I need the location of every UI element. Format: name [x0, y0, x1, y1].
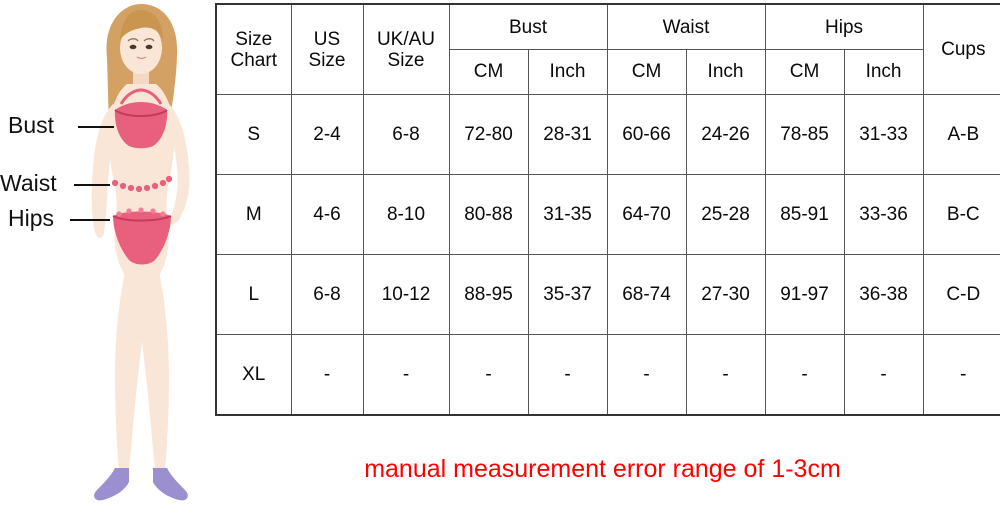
cell-us: 2-4 [291, 95, 363, 175]
table-row [216, 95, 1000, 175]
header-ukau-size [363, 4, 449, 95]
size-chart-table-wrapper [215, 3, 990, 416]
cell-hips-inch: 31-33 [844, 95, 923, 175]
waist-leader-line [74, 184, 110, 186]
cell-ukau: 10-12 [363, 255, 449, 335]
header-waist-inch: Inch [686, 50, 765, 95]
table-header-row-top [216, 4, 1000, 50]
cell-hips-inch: - [844, 335, 923, 416]
cell-bust-inch: - [528, 335, 607, 416]
cell-waist-cm: 60-66 [607, 95, 686, 175]
header-us-size-line1: US [313, 28, 341, 50]
header-bust-cm: CM [449, 50, 528, 95]
hips-label: Hips [8, 205, 55, 231]
cell-bust-inch: 31-35 [528, 175, 607, 255]
cell-ukau: 6-8 [363, 95, 449, 175]
header-size-chart-line1: Size [235, 28, 273, 50]
cell-ukau: 8-10 [363, 175, 449, 255]
header-hips-inch: Inch [844, 50, 923, 95]
model-illustration-pane [0, 0, 215, 515]
header-size-chart [216, 4, 291, 95]
cell-us: 6-8 [291, 255, 363, 335]
cell-bust-cm: 88-95 [449, 255, 528, 335]
cell-hips-cm: 78-85 [765, 95, 844, 175]
female-model-illustration [55, 0, 215, 515]
cell-bust-inch: 35-37 [528, 255, 607, 335]
cell-hips-inch: 33-36 [844, 175, 923, 255]
header-hips-cm: CM [765, 50, 844, 95]
cell-size: L [216, 255, 291, 335]
cell-hips-inch: 36-38 [844, 255, 923, 335]
cell-waist-cm: 64-70 [607, 175, 686, 255]
cell-waist-inch: 27-30 [686, 255, 765, 335]
cell-hips-cm: - [765, 335, 844, 416]
table-row [216, 335, 1000, 416]
cell-us: 4-6 [291, 175, 363, 255]
cell-ukau: - [363, 335, 449, 416]
cell-waist-cm: 68-74 [607, 255, 686, 335]
header-ukau-size-line1: UK/AU [376, 28, 436, 50]
measurement-error-note: manual measurement error range of 1-3cm [364, 455, 841, 483]
header-hips: Hips [765, 4, 923, 50]
bust-label: Bust [8, 112, 55, 138]
cell-bust-inch: 28-31 [528, 95, 607, 175]
bust-leader-line [78, 126, 114, 128]
header-ukau-size-line2: Size [387, 49, 425, 71]
cell-hips-cm: 85-91 [765, 175, 844, 255]
header-bust-inch: Inch [528, 50, 607, 95]
cell-cups: B-C [923, 175, 1000, 255]
cell-bust-cm: 72-80 [449, 95, 528, 175]
cell-size: XL [216, 335, 291, 416]
cell-size: M [216, 175, 291, 255]
cell-waist-inch: 24-26 [686, 95, 765, 175]
cell-cups: C-D [923, 255, 1000, 335]
header-bust: Bust [449, 4, 607, 50]
waist-label: Waist [0, 170, 57, 196]
header-us-size-line2: Size [308, 49, 346, 71]
cell-cups: A-B [923, 95, 1000, 175]
cell-size: S [216, 95, 291, 175]
cell-cups: - [923, 335, 1000, 416]
cell-bust-cm: 80-88 [449, 175, 528, 255]
table-row [216, 175, 1000, 255]
size-chart-table [215, 3, 1000, 416]
cell-waist-inch: 25-28 [686, 175, 765, 255]
cell-us: - [291, 335, 363, 416]
header-cups: Cups [923, 4, 1000, 95]
cell-waist-cm: - [607, 335, 686, 416]
cell-bust-cm: - [449, 335, 528, 416]
hips-leader-line [70, 219, 110, 221]
cell-waist-inch: - [686, 335, 765, 416]
header-size-chart-line2: Chart [230, 49, 277, 71]
header-waist-cm: CM [607, 50, 686, 95]
header-waist: Waist [607, 4, 765, 50]
cell-hips-cm: 91-97 [765, 255, 844, 335]
header-us-size [291, 4, 363, 95]
table-row [216, 255, 1000, 335]
